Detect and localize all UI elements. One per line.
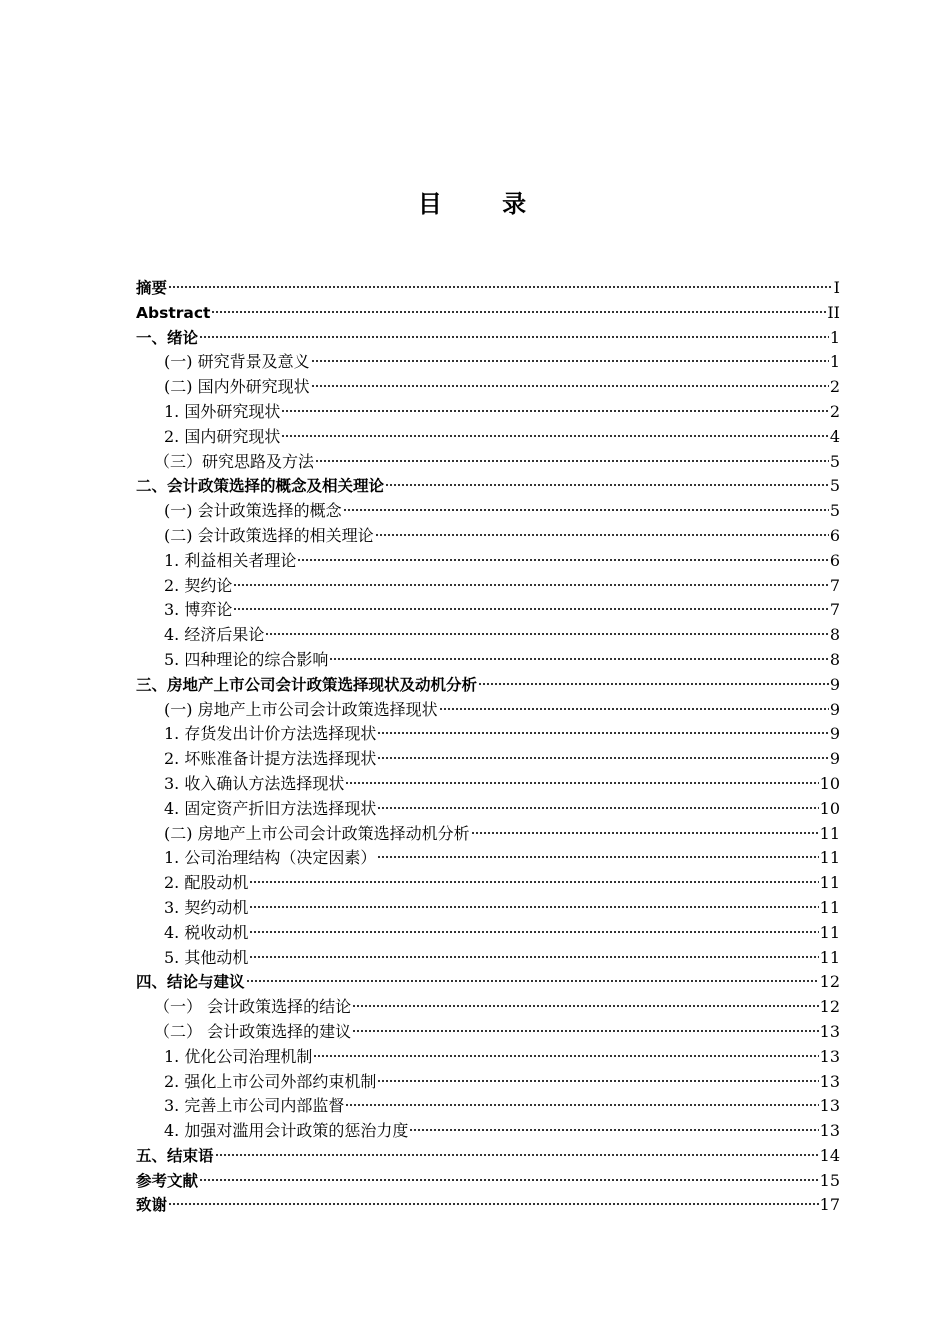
toc-entry-page-number: 9: [829, 699, 840, 719]
toc-entry-page-number: 10: [819, 773, 840, 793]
toc-entry[interactable]: [136, 896, 840, 921]
toc-entry-page-number: 12: [819, 997, 840, 1017]
toc-entry-page-number: 14: [819, 1145, 840, 1165]
toc-dot-leader: [297, 554, 828, 562]
table-of-contents: [136, 276, 840, 1218]
toc-entry[interactable]: [136, 326, 840, 351]
toc-entry[interactable]: [136, 1169, 840, 1194]
toc-dot-leader: [265, 628, 828, 636]
toc-entry[interactable]: [136, 822, 840, 847]
toc-entry-label: 2. 强化上市公司外部约束机制: [164, 1071, 377, 1091]
toc-entry-page-number: 13: [819, 1046, 840, 1066]
toc-entry-page-number: 8: [829, 625, 840, 645]
toc-entry[interactable]: [136, 549, 840, 574]
toc-entry-label: (一) 研究背景及意义: [164, 352, 310, 372]
toc-entry[interactable]: [136, 1144, 840, 1169]
toc-entry[interactable]: [136, 301, 840, 326]
toc-entry-label: 摘要: [136, 279, 168, 297]
toc-entry-label: 二、会计政策选择的概念及相关理论: [136, 477, 385, 496]
toc-entry[interactable]: [136, 970, 840, 995]
toc-dot-leader: [249, 876, 818, 884]
toc-entry-label: 2. 配股动机: [164, 873, 249, 893]
toc-entry-page-number: 5: [829, 501, 840, 521]
toc-entry-label: 5. 其他动机: [164, 947, 249, 967]
toc-entry-page-number: 6: [829, 525, 840, 545]
toc-entry-page-number: I: [833, 278, 840, 297]
toc-entry-page-number: 12: [819, 972, 840, 992]
toc-dot-leader: [352, 1025, 819, 1033]
toc-entry-label: 三、房地产上市公司会计政策选择现状及动机分析: [136, 675, 478, 694]
toc-entry-page-number: 13: [819, 1121, 840, 1141]
toc-dot-leader: [409, 1124, 818, 1132]
toc-entry-label: 5. 四种理论的综合影响: [164, 649, 329, 669]
toc-dot-leader: [233, 603, 828, 611]
toc-entry[interactable]: [136, 1070, 840, 1095]
toc-entry-page-number: 5: [829, 451, 840, 471]
toc-entry-label: (二) 国内外研究现状: [164, 377, 310, 397]
toc-dot-leader: [375, 529, 829, 537]
toc-dot-leader: [471, 827, 819, 835]
toc-dot-leader: [281, 430, 828, 438]
toc-entry-page-number: 13: [819, 1021, 840, 1041]
toc-entry[interactable]: [136, 499, 840, 524]
toc-entry-label: 4. 固定资产折旧方法选择现状: [164, 798, 377, 818]
toc-entry-page-number: 9: [829, 674, 840, 694]
toc-entry[interactable]: [136, 995, 840, 1020]
toc-dot-leader: [352, 1000, 819, 1008]
toc-entry[interactable]: [136, 698, 840, 723]
toc-entry[interactable]: [136, 1094, 840, 1119]
toc-entry[interactable]: [136, 871, 840, 896]
toc-dot-leader: [233, 579, 828, 587]
toc-dot-leader: [377, 752, 828, 760]
toc-entry-label: (一) 会计政策选择的概念: [164, 501, 342, 521]
toc-entry[interactable]: [136, 1045, 840, 1070]
toc-entry[interactable]: [136, 772, 840, 797]
toc-dot-leader: [377, 802, 818, 810]
toc-entry-page-number: 11: [819, 873, 840, 893]
toc-entry[interactable]: [136, 1119, 840, 1144]
toc-dot-leader: [345, 777, 818, 785]
toc-dot-leader: [168, 1198, 819, 1206]
toc-entry[interactable]: [136, 1020, 840, 1045]
toc-dot-leader: [377, 1075, 818, 1083]
toc-entry-label: Abstract: [136, 303, 211, 322]
toc-entry[interactable]: [136, 276, 840, 301]
toc-entry-page-number: 7: [829, 600, 840, 620]
toc-entry-page-number: II: [827, 302, 840, 322]
toc-dot-leader: [249, 951, 818, 959]
toc-entry[interactable]: [136, 921, 840, 946]
toc-entry[interactable]: [136, 425, 840, 450]
toc-entry-label: (二) 房地产上市公司会计政策选择动机分析: [164, 823, 470, 843]
toc-entry-label: 1. 优化公司治理机制: [164, 1046, 313, 1066]
toc-entry-label: 3. 博弈论: [164, 600, 233, 620]
toc-dot-leader: [343, 504, 829, 512]
toc-entry-label: 1. 存货发出计价方法选择现状: [164, 724, 377, 744]
toc-dot-leader: [168, 281, 833, 289]
toc-entry-label: 4. 加强对滥用会计政策的惩治力度: [164, 1121, 409, 1141]
toc-entry-label: 致谢: [136, 1196, 168, 1215]
toc-entry[interactable]: [136, 1193, 840, 1218]
toc-dot-leader: [246, 975, 819, 983]
toc-dot-leader: [315, 455, 829, 463]
toc-entry[interactable]: [136, 846, 840, 871]
toc-entry-page-number: 1: [829, 327, 840, 347]
toc-entry[interactable]: [136, 375, 840, 400]
toc-dot-leader: [313, 1050, 818, 1058]
toc-entry-page-number: 5: [829, 476, 840, 496]
toc-entry-page-number: 11: [819, 897, 840, 917]
toc-dot-leader: [311, 380, 829, 388]
toc-entry-label: 3. 契约动机: [164, 897, 249, 917]
toc-entry[interactable]: [136, 648, 840, 673]
toc-entry[interactable]: [136, 946, 840, 971]
toc-dot-leader: [439, 703, 829, 711]
toc-entry-page-number: 11: [819, 823, 840, 843]
toc-dot-leader: [385, 479, 829, 487]
page-title: 目 录: [417, 190, 553, 218]
toc-entry-label: 4. 税收动机: [164, 922, 249, 942]
toc-entry-page-number: 9: [829, 749, 840, 769]
toc-entry-label: (一) 房地产上市公司会计政策选择现状: [164, 699, 438, 719]
toc-entry-label: (二) 会计政策选择的相关理论: [164, 525, 374, 545]
toc-entry-page-number: 13: [819, 1071, 840, 1091]
toc-entry[interactable]: [136, 400, 840, 425]
toc-dot-leader: [249, 901, 818, 909]
toc-entry[interactable]: [136, 623, 840, 648]
toc-entry[interactable]: [136, 524, 840, 549]
toc-entry-label: 五、结束语: [136, 1146, 214, 1165]
toc-entry[interactable]: [136, 722, 840, 747]
toc-dot-leader: [281, 405, 828, 413]
toc-dot-leader: [377, 851, 818, 859]
toc-entry-page-number: 11: [819, 922, 840, 942]
toc-dot-leader: [211, 306, 826, 314]
toc-entry-page-number: 11: [819, 848, 840, 868]
toc-entry[interactable]: [136, 673, 840, 698]
toc-entry-page-number: 10: [819, 798, 840, 818]
toc-entry-page-number: 1: [829, 352, 840, 372]
toc-entry-page-number: 11: [819, 947, 840, 967]
toc-entry-label: 2. 国内研究现状: [164, 426, 281, 446]
toc-entry-label: 2. 契约论: [164, 575, 233, 595]
toc-dot-leader: [199, 331, 829, 339]
toc-dot-leader: [199, 1174, 819, 1182]
toc-dot-leader: [478, 678, 829, 686]
toc-entry[interactable]: [136, 598, 840, 623]
toc-entry[interactable]: [136, 474, 840, 499]
toc-entry-label: 2. 坏账准备计提方法选择现状: [164, 749, 377, 769]
toc-entry-page-number: 8: [829, 649, 840, 669]
toc-entry-label: 3. 完善上市公司内部监督: [164, 1096, 345, 1116]
toc-entry-label: （一） 会计政策选择的结论: [154, 997, 352, 1017]
toc-entry-label: 3. 收入确认方法选择现状: [164, 773, 345, 793]
toc-entry-page-number: 4: [829, 426, 840, 446]
toc-entry-label: 4. 经济后果论: [164, 625, 265, 645]
toc-entry-label: （三）研究思路及方法: [154, 451, 315, 471]
toc-dot-leader: [377, 727, 828, 735]
toc-entry-page-number: 2: [829, 377, 840, 397]
toc-entry[interactable]: [136, 350, 840, 375]
toc-entry-label: 参考文献: [136, 1171, 199, 1190]
toc-entry-label: 1. 公司治理结构（决定因素）: [164, 848, 377, 868]
toc-entry-page-number: 15: [819, 1170, 840, 1190]
toc-dot-leader: [311, 355, 829, 363]
toc-dot-leader: [215, 1149, 819, 1157]
toc-entry-label: 一、绪论: [136, 328, 199, 347]
toc-entry[interactable]: [136, 747, 840, 772]
toc-entry[interactable]: [136, 450, 840, 475]
toc-entry-page-number: 7: [829, 575, 840, 595]
toc-entry-label: 1. 国外研究现状: [164, 401, 281, 421]
toc-entry-page-number: 2: [829, 401, 840, 421]
toc-entry-label: 四、结论与建议: [136, 973, 245, 992]
toc-entry-page-number: 17: [819, 1195, 840, 1215]
toc-entry[interactable]: [136, 574, 840, 599]
toc-dot-leader: [249, 926, 818, 934]
toc-dot-leader: [329, 653, 828, 661]
toc-entry-page-number: 6: [829, 550, 840, 570]
toc-entry-label: （二） 会计政策选择的建议: [154, 1021, 352, 1041]
toc-dot-leader: [345, 1099, 818, 1107]
toc-entry-page-number: 13: [819, 1096, 840, 1116]
toc-entry[interactable]: [136, 797, 840, 822]
toc-entry-page-number: 9: [829, 724, 840, 744]
toc-entry-label: 1. 利益相关者理论: [164, 550, 297, 570]
